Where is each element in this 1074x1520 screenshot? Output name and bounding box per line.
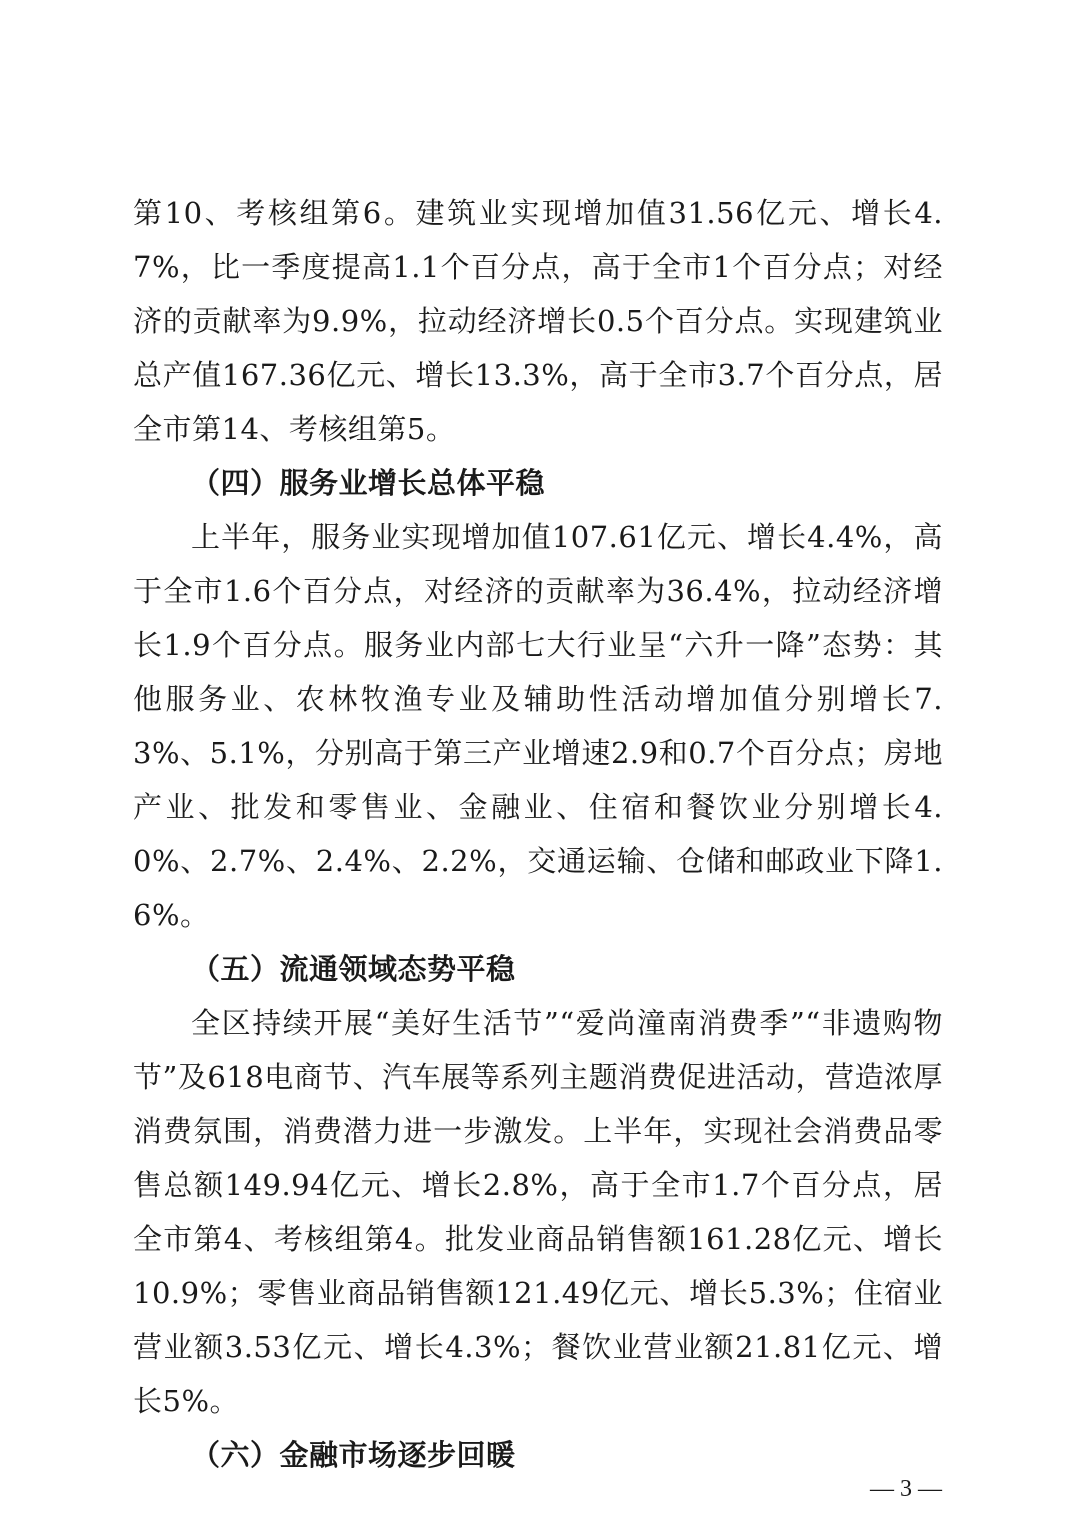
paragraph-construction: 第10、考核组第6。建筑业实现增加值31.56亿元、增长4.7%，比一季度提高1.1个百分点，高于全市1个百分点；对经济的贡献率为9.9%，拉动经济增长0.5个百分点。实现建筑业总产值167.36亿元、增长13.3%，高于全市3.7个百分点，居全市第14、考核组第5。 (133, 196, 943, 446)
section-heading-services: （四）服务业增长总体平稳 (191, 466, 546, 500)
page-number: — 3 — (870, 1476, 942, 1502)
paragraph-circulation: 全区持续开展“美好生活节”“爱尚潼南消费季”“非遗购物节”及618电商节、汽车展等系列主题消费促进活动，营造浓厚消费氛围，消费潜力进一步激发。上半年，实现社会消费品零售总额149.94亿元、增长2.8%，高于全市1.7个百分点，居全市第4、考核组第4。批发业商品销售额161.28亿元、增长10.9%；零售业商品销售额121.49亿元、增长5.3%；住宿业营业额3.53亿元、增长4.3%；餐饮业营业额21.81亿元、增长5%。 (133, 1006, 943, 1418)
document-body (133, 186, 943, 1482)
paragraph-services: 上半年，服务业实现增加值107.61亿元、增长4.4%，高于全市1.6个百分点，对经济的贡献率为36.4%，拉动经济增长1.9个百分点。服务业内部七大行业呈“六升一降”态势：其他服务业、农林牧渔专业及辅助性活动增加值分别增长7.3%、5.1%，分别高于第三产业增速2.9和0.7个百分点；房地产业、批发和零售业、金融业、住宿和餐饮业分别增长4.0%、2.7%、2.4%、2.2%，交通运输、仓储和邮政业下降1.6%。 (133, 520, 943, 932)
section-heading-circulation: （五）流通领域态势平稳 (191, 952, 516, 986)
section-heading-finance: （六）金融市场逐步回暖 (191, 1438, 516, 1472)
